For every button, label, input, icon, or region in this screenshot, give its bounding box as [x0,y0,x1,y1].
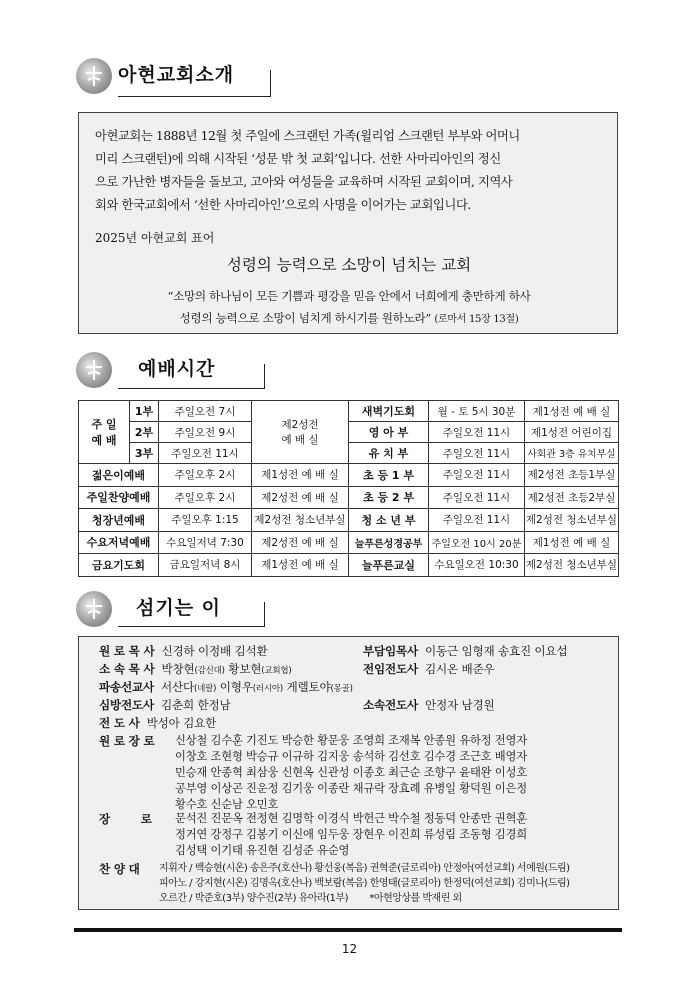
intro-heading-underline [118,70,271,97]
servant-row: 부담임목사 이동근 임형재 송효진 이요섭 [363,644,568,658]
sunday-part: 2부 [130,422,159,443]
service-place: 제1성전 예 배 실 [252,464,349,487]
service-place: 제2성전 예 배 실 [252,486,349,509]
motto-label: 2025년 아현교회 표어 [95,231,215,245]
service-time: 주일오전 10시 20분 [429,531,525,554]
service-place: 제1성전 예 배 실 [525,401,619,422]
servant-row: 파송선교사 서산다(네팔) 이형우(러시아) 게렐토야(몽골) [99,680,353,694]
intro-heading: 아현교회소개 [118,64,235,86]
service-time: 수요일저녁 7:30 [159,531,252,554]
intro-line: 회와 한국교회에서 ‘선한 사마리아인’으로의 사명을 이어가는 교회입니다. [95,198,471,212]
service-place: 제1성전 예 배 실 [252,554,349,577]
sunday-part: 1부 [130,401,159,422]
service-time: 주일오전 11시 [429,422,525,443]
footer-rule [74,928,622,932]
verse-reference: (로마서 15장 13절) [434,314,519,325]
service-place: 제2성전 청소년부실 [525,509,619,532]
sunday-part: 3부 [130,443,159,464]
elder-list: 문석진 진문옥 전정현 김명학 이경식 박헌근 박수철 정동덕 안종만 권혁훈 정거연 강정구 김봉기 이신애 임두웅 장현우 이진희 류성림 조동형 김경희 김성택 이기태 유진현 김성준 유순영 [175,812,527,857]
servant-row: 심방전도사 김춘희 한정남 [99,698,231,712]
worship-heading-underline [118,364,265,389]
service-name: 초 등 2 부 [349,486,429,509]
service-time: 주일오후 1:15 [159,509,252,532]
sunday-worship-label: 주 일 예 배 [79,401,130,464]
service-place: 제2성전 초등2부실 [525,486,619,509]
service-name: 청 소 년 부 [349,509,429,532]
service-place: 제2성전 예 배 실 [252,531,349,554]
service-time: 금요일저녁 8시 [159,554,252,577]
service-time: 주일오전 11시 [429,464,525,487]
motto-title: 성령의 능력으로 소망이 넘치는 교회 [226,256,472,274]
service-name: 주일찬양예배 [79,486,159,509]
servant-row: 전 도 사 박성아 김요한 [99,716,217,730]
servants-box [78,636,619,910]
service-place: 제1성전 어린이집 [525,422,619,443]
servant-row: 원 로 목 사 신경하 이정배 김석환 [99,644,268,658]
service-name: 청장년예배 [79,509,159,532]
service-name: 초 등 1 부 [349,464,429,487]
church-logo-icon [76,352,112,388]
servant-row: 원 로 장 로 [99,734,155,748]
choir-list: 지휘자 / 백승현(시온) 송은주(호산나) 황선웅(복음) 권혁준(글로리아) 안정아(여선교회) 서예원(드림) 피아노 / 강지현(시온) 김명옥(호산나) 백보람(복음) 한영태(글로리아) 한정덕(여선교회) 김미나(드림) 오르간 / 박준호(3부) 양수진(2부) 유아라(1부) *아현앙상블 박재린 외 [159,863,570,904]
servant-row: 소 속 목 사 박창현(감신대) 황보현(교회협) [99,662,292,676]
service-place: 사회관 3층 유치부실 [525,443,619,464]
sunday-time: 주일오전 9시 [159,422,252,443]
sunday-place: 제2성전 예 배 실 [252,401,349,464]
worship-schedule-table [78,400,619,577]
service-time: 주일오후 2시 [159,464,252,487]
verse-line: 성령의 능력으로 소망이 넘치게 하시기를 원하노라” [179,311,432,325]
church-logo-icon [76,58,112,94]
servants-heading-underline [118,602,265,627]
intro-paragraph [95,125,600,217]
sunday-time: 주일오전 11시 [159,443,252,464]
service-place: 제1성전 예 배 실 [525,531,619,554]
service-time: 주일오후 2시 [159,486,252,509]
service-name: 젊은이예배 [79,464,159,487]
service-time: 주일오전 11시 [429,509,525,532]
service-name: 늘푸른교실 [349,554,429,577]
servant-row: 전임전도사 김시온 배준우 [363,662,495,676]
worship-heading: 예배시간 [138,358,216,380]
servant-row: 장 로 [99,812,152,826]
service-name: 유 치 부 [349,443,429,464]
service-name: 수요저녁예배 [79,531,159,554]
service-place: 제2성전 청소년부실 [252,509,349,532]
intro-box [78,112,618,334]
service-name: 늘푸른성경공부 [349,531,429,554]
service-name: 새벽기도회 [349,401,429,422]
verse-line: “소망의 하나님이 모든 기쁨과 평강을 믿음 안에서 너희에게 충만하게 하사 [167,289,531,303]
intro-line: 으로 가난한 병자들을 돌보고, 고아와 여성들을 교육하며 시작된 교회이며, 지역사 [95,175,513,189]
service-time: 수요일오전 10:30 [429,554,525,577]
servant-row: 찬 양 대 [99,862,140,876]
service-time: 주일오전 11시 [429,486,525,509]
elder-emeritus-list: 신상철 김수훈 기진도 박승한 황문웅 조영희 조재복 안종원 유하정 전영자 이창호 조현형 박승규 이규하 김지웅 송석하 김선호 김수경 조근호 배영자 민승재 안종혁 최삼웅 신현옥 신관성 이종호 최근순 조향구 윤태완 이성호 공부영 이상곤 진운정 김기웅 이종란 채규락 장효례 유병일 황덕원 이은정 황수호 신순남 오민호 [175,734,527,811]
servant-row: 소속전도사 안정자 남경원 [363,698,495,712]
service-time: 주일오전 11시 [429,443,525,464]
service-time: 월 - 토 5시 30분 [429,401,525,422]
servants-heading: 섬기는 이 [136,597,222,619]
intro-line: 미리 스크랜턴)에 의해 시작된 ‘성문 밖 첫 교회’입니다. 선한 사마리아인의 정신 [95,152,501,166]
page-number: 12 [341,942,358,956]
sunday-time: 주일오전 7시 [159,401,252,422]
intro-line: 아현교회는 1888년 12월 첫 주일에 스크랜턴 가족(윌리엄 스크랜턴 부부와 어머니 [95,129,520,143]
church-logo-icon [76,591,112,627]
service-name: 금요기도회 [79,554,159,577]
service-place: 제2성전 초등1부실 [525,464,619,487]
service-place: 제2성전 청소년부실 [525,554,619,577]
motto-verse [79,285,619,331]
service-name: 영 아 부 [349,422,429,443]
